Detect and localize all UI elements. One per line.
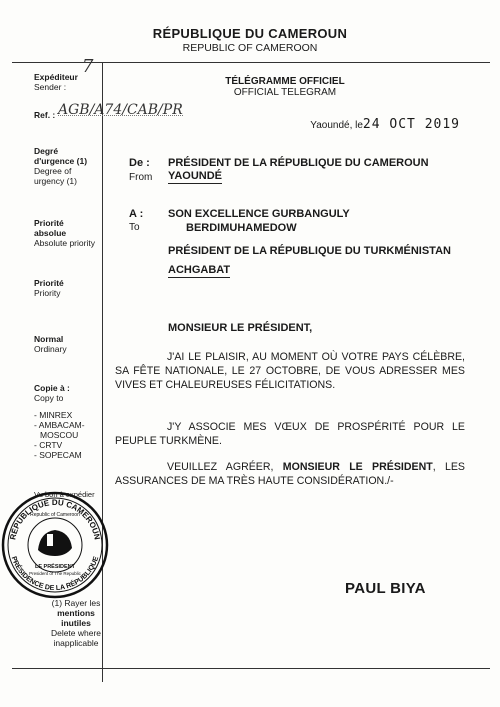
from-label-en: From bbox=[129, 172, 153, 183]
normal-fr: Normal bbox=[34, 334, 64, 344]
sender-label-fr: Expéditeur bbox=[34, 72, 78, 82]
telegram-title-en: OFFICIAL TELEGRAM bbox=[233, 87, 337, 98]
date-line bbox=[310, 117, 460, 132]
from-label: De : bbox=[129, 157, 150, 169]
abs-priority-en: Absolute priority bbox=[34, 238, 95, 248]
seal-mid-text: LE PRÉSIDENT bbox=[34, 564, 76, 570]
seal-emblem-icon bbox=[38, 530, 72, 556]
seal-mid2-text: President of The Republic bbox=[29, 571, 81, 576]
delete-fr2: mentions bbox=[57, 608, 95, 618]
copy-item: - SOPECAM bbox=[34, 450, 82, 460]
normal-block bbox=[34, 334, 67, 354]
ref-value: AGB/A74/CAB/PR bbox=[58, 102, 183, 118]
country-title-fr: RÉPUBLIQUE DU CAMEROUN bbox=[152, 26, 348, 41]
delete-en2: inapplicable bbox=[53, 638, 99, 648]
country-title-en: REPUBLIC OF CAMEROON bbox=[182, 42, 318, 54]
to-label: A : bbox=[129, 208, 144, 220]
to-line1: SON EXCELLENCE GURBANGULY bbox=[168, 208, 350, 220]
copy-label-fr: Copie à : bbox=[34, 383, 70, 393]
copy-item: - MINREX bbox=[34, 410, 73, 420]
closing-a: VEUILLEZ AGRÉER, bbox=[167, 461, 274, 473]
copy-block bbox=[34, 383, 70, 403]
closing-b: MONSIEUR LE PRÉSIDENT bbox=[282, 461, 433, 473]
priority-block bbox=[34, 278, 64, 298]
normal-en: Ordinary bbox=[34, 344, 67, 354]
urgency-label-en: Degree of bbox=[34, 166, 72, 176]
seal-inner-text: Republic of Cameroon bbox=[30, 512, 80, 518]
urgency-label-fr: Degré bbox=[34, 146, 59, 156]
absolute-priority-block bbox=[34, 218, 95, 248]
ship-note: Vu bon à expédier bbox=[34, 490, 95, 499]
urgency-block bbox=[34, 146, 87, 186]
sender-label-en: Sender : bbox=[34, 82, 67, 92]
delete-note bbox=[50, 598, 102, 648]
ref-label: Ref. : bbox=[34, 110, 56, 120]
priority-en: Priority bbox=[34, 288, 61, 298]
delete-fr1: (1) Rayer les bbox=[51, 598, 101, 608]
from-line1: PRÉSIDENT DE LA RÉPUBLIQUE DU CAMEROUN bbox=[168, 157, 429, 169]
telegram-title-fr: TÉLÉGRAMME OFFICIEL bbox=[225, 76, 345, 87]
copy-list bbox=[34, 410, 85, 460]
ref-block bbox=[34, 102, 183, 120]
delete-en1: Delete where bbox=[50, 628, 102, 638]
abs-priority-fr2: absolue bbox=[34, 228, 67, 238]
urgency-label-en2: urgency (1) bbox=[34, 176, 77, 186]
date-stamp: 24 OCT 2019 bbox=[362, 117, 460, 132]
salutation: MONSIEUR LE PRÉSIDENT, bbox=[168, 322, 313, 334]
sender-block bbox=[34, 56, 94, 92]
paragraph-1-text: J'AI LE PLAISIR, AU MOMENT OÙ VOTRE PAYS CÉLÈBRE, SA FÊTE NATIONALE, LE 27 OCTOBRE, DE VOUS ADRESSER MES VIVES ET CHALEUREUSES FÉLICITATIONS. bbox=[115, 351, 465, 391]
priority-fr: Priorité bbox=[34, 278, 64, 288]
delete-fr3: inutiles bbox=[61, 618, 91, 628]
date-place: Yaoundé, le bbox=[310, 120, 363, 131]
paragraph-1 bbox=[115, 350, 465, 392]
copy-label-en: Copy to bbox=[34, 393, 64, 403]
sender-value: 7 bbox=[82, 56, 94, 77]
bottom-rule bbox=[12, 668, 490, 669]
to-label-en: To bbox=[129, 222, 140, 233]
paragraph-2-text: J'Y ASSOCIE MES VŒUX DE PROSPÉRITÉ POUR LE PEUPLE TURKMÈNE. bbox=[115, 421, 465, 447]
paragraph-2 bbox=[115, 420, 465, 448]
copy-item: - AMBACAM- bbox=[34, 420, 85, 430]
from-city: YAOUNDÉ bbox=[168, 170, 222, 182]
paragraph-3 bbox=[115, 460, 465, 488]
urgency-label-fr2: d'urgence (1) bbox=[34, 156, 88, 166]
to-line2: BERDIMUHAMEDOW bbox=[186, 222, 297, 234]
seal-bottom-text: PRÉSIDENCE DE LA RÉPUBLIQUE bbox=[9, 555, 101, 593]
copy-item: MOSCOU bbox=[40, 430, 79, 440]
presidential-seal bbox=[0, 490, 110, 600]
abs-priority-fr: Priorité bbox=[34, 218, 64, 228]
seal-top-text: RÉPUBLIQUE DU CAMEROUN bbox=[8, 497, 102, 541]
copy-item: - CRTV bbox=[34, 440, 63, 450]
closing-c: , LES ASSURANCES DE MA TRÈS HAUTE CONSIDÉRATION./- bbox=[115, 461, 465, 487]
signatory-name: PAUL BIYA bbox=[345, 580, 426, 597]
to-city: ACHGABAT bbox=[168, 264, 231, 276]
to-line3: PRÉSIDENT DE LA RÉPUBLIQUE DU TURKMÉNISTAN bbox=[168, 245, 451, 257]
